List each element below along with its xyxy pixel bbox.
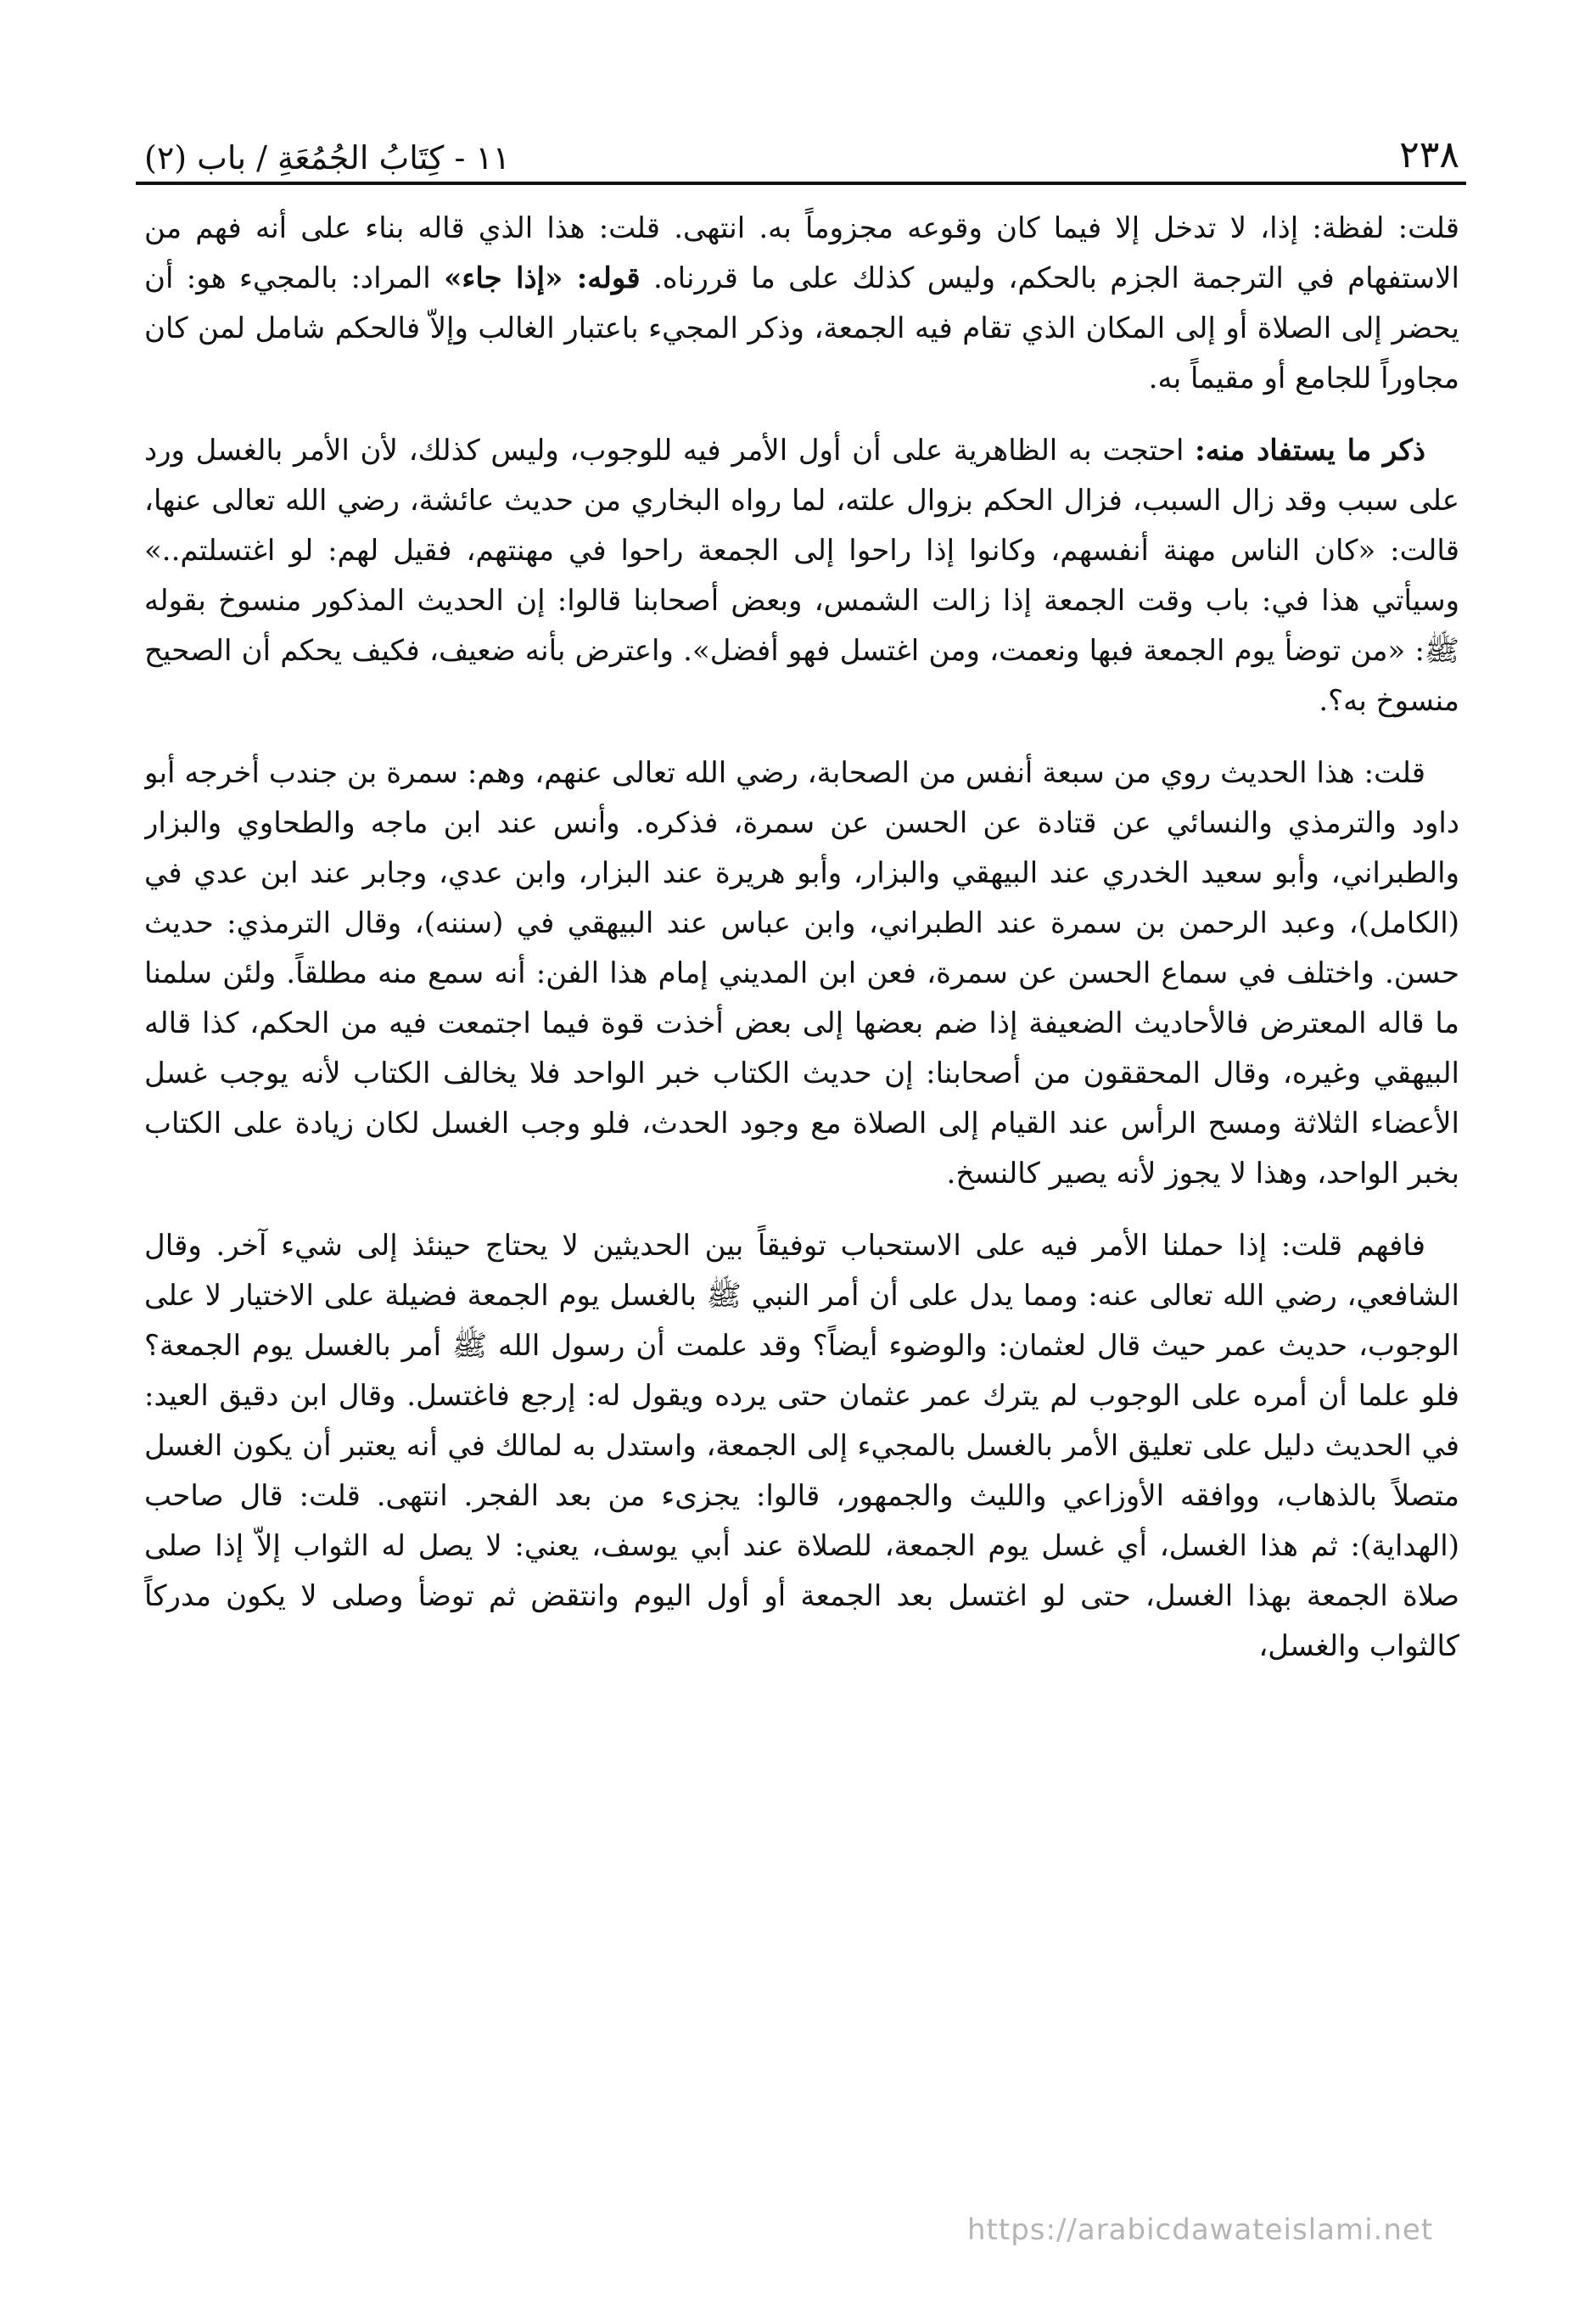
paragraph-1 (144, 204, 1459, 404)
running-head: ١١ - كِتَابُ الجُمُعَةِ / باب (٢) (144, 139, 511, 177)
paragraph-1-bold: قوله: «إذا جاء» (444, 261, 641, 295)
paragraph-1-text: قلت: لفظة: إذا، لا تدخل إلا فيما كان وقوعه مجزوماً به. انتهى. قلت: هذا الذي قاله بناء على أنه فهم من الاستفهام في الترجمة الجزم بالحكم، وليس كذلك على ما قررناه. (144, 211, 1459, 295)
page-header (144, 117, 1459, 177)
paragraph-2 (144, 426, 1459, 726)
paragraph-3: قلت: هذا الحديث روي من سبعة أنفس من الصحابة، رضي الله تعالى عنهم، وهم: سمرة بن جندب أخرجه أبو داود والترمذي والنسائي عن قتادة عن الحسن عن سمرة، فذكره. وأنس عند ابن ماجه والطحاوي والبزار والطبراني، وأبو سعيد الخدري عند البيهقي والبزار، وأبو هريرة عند البزار، وابن عدي، وجابر عند ابن عدي في (الكامل)، وعبد الرحمن بن سمرة عند الطبراني، وابن عباس عند البيهقي في (سننه)، وقال الترمذي: حديث حسن. واختلف في سماع الحسن عن سمرة، فعن ابن المديني إمام هذا الفن: أنه سمع منه مطلقاً. ولئن سلمنا ما قاله المعترض فالأحاديث الضعيفة إذا ضم بعضها إلى بعض أخذت قوة فيما اجتمعت فيه من الحكم، كذا قاله البيهقي وغيره، وقال المحققون من أصحابنا: إن حديث الكتاب خبر الواحد فلا يخالف الكتاب لأنه يوجب غسل الأعضاء الثلاثة ومسح الرأس عند القيام إلى الصلاة مع وجود الحدث، فلو وجب الغسل لكان زيادة على الكتاب بخبر الواحد، وهذا لا يجوز لأنه يصير كالنسخ. (144, 756, 1459, 1191)
paragraph-4: فافهم قلت: إذا حملنا الأمر فيه على الاستحباب توفيقاً بين الحديثين لا يحتاج حينئذ إلى شيء آخر. وقال الشافعي، رضي الله تعالى عنه: ومما يدل على أن أمر النبي ﷺ بالغسل يوم الجمعة فضيلة على الاختيار لا على الوجوب، حديث عمر حيث قال لعثمان: والوضوء أيضاً؟ وقد علمت أن رسول الله ﷺ أمر بالغسل يوم الجمعة؟ فلو علما أن أمره على الوجوب لم يترك عمر عثمان حتى يرده ويقول له: إرجع فاغتسل. وقال ابن دقيق العيد: في الحديث دليل على تعليق الأمر بالغسل بالمجيء إلى الجمعة، واستدل به لمالك في أنه يعتبر أن يكون الغسل متصلاً بالذهاب، ووافقه الأوزاعي والليث والجمهور، قالوا: يجزىء من بعد الفجر. انتهى. قلت: قال صاحب (الهداية): ثم هذا الغسل، أي غسل يوم الجمعة، للصلاة عند أبي يوسف، يعني: لا يصل له الثواب إلاّ إذا صلى صلاة الجمعة بهذا الغسل، حتى لو اغتسل بعد الجمعة أو أول اليوم وانتقض ثم توضأ وصلى لا يكون مدركاً كالثواب والغسل، (144, 1229, 1459, 1663)
body-text (144, 204, 1459, 2189)
paragraph-1-continued: المراد: بالمجيء هو: أن يحضر إلى الصلاة أو إلى المكان الذي تقام فيه الجمعة، وذكر المجيء باعتبار الغالب وإلاّ فالحكم شامل لمن كان مجاوراً للجامع أو مقيماً به. (144, 261, 1459, 395)
page-number: ٢٣٨ (1399, 133, 1459, 177)
paragraph-2-heading: ذكر ما يستفاد منه: (1195, 434, 1426, 468)
header-rule (136, 182, 1466, 185)
watermark-url: https://arabicdawateislami.net (967, 2213, 1434, 2247)
paragraph-2-text: احتجت به الظاهرية على أن أول الأمر فيه للوجوب، وليس كذلك، لأن الأمر بالغسل ورد على سبب وقد زال السبب، فزال الحكم بزوال علته، لما رواه البخاري من حديث عائشة، رضي الله تعالى عنها، قالت: «كان الناس مهنة أنفسهم، وكانوا إذا راحوا إلى الجمعة راحوا في مهنتهم، فقيل لهم: لو اغتسلتم..» وسيأتي هذا في: باب وقت الجمعة إذا زالت الشمس، وبعض أصحابنا قالوا: إن الحديث المذكور منسوخ بقوله ﷺ: «من توضأ يوم الجمعة فبها ونعمت، ومن اغتسل فهو أفضل». واعترض بأنه ضعيف، فكيف يحكم أن الصحيح منسوخ به؟. (144, 434, 1459, 718)
